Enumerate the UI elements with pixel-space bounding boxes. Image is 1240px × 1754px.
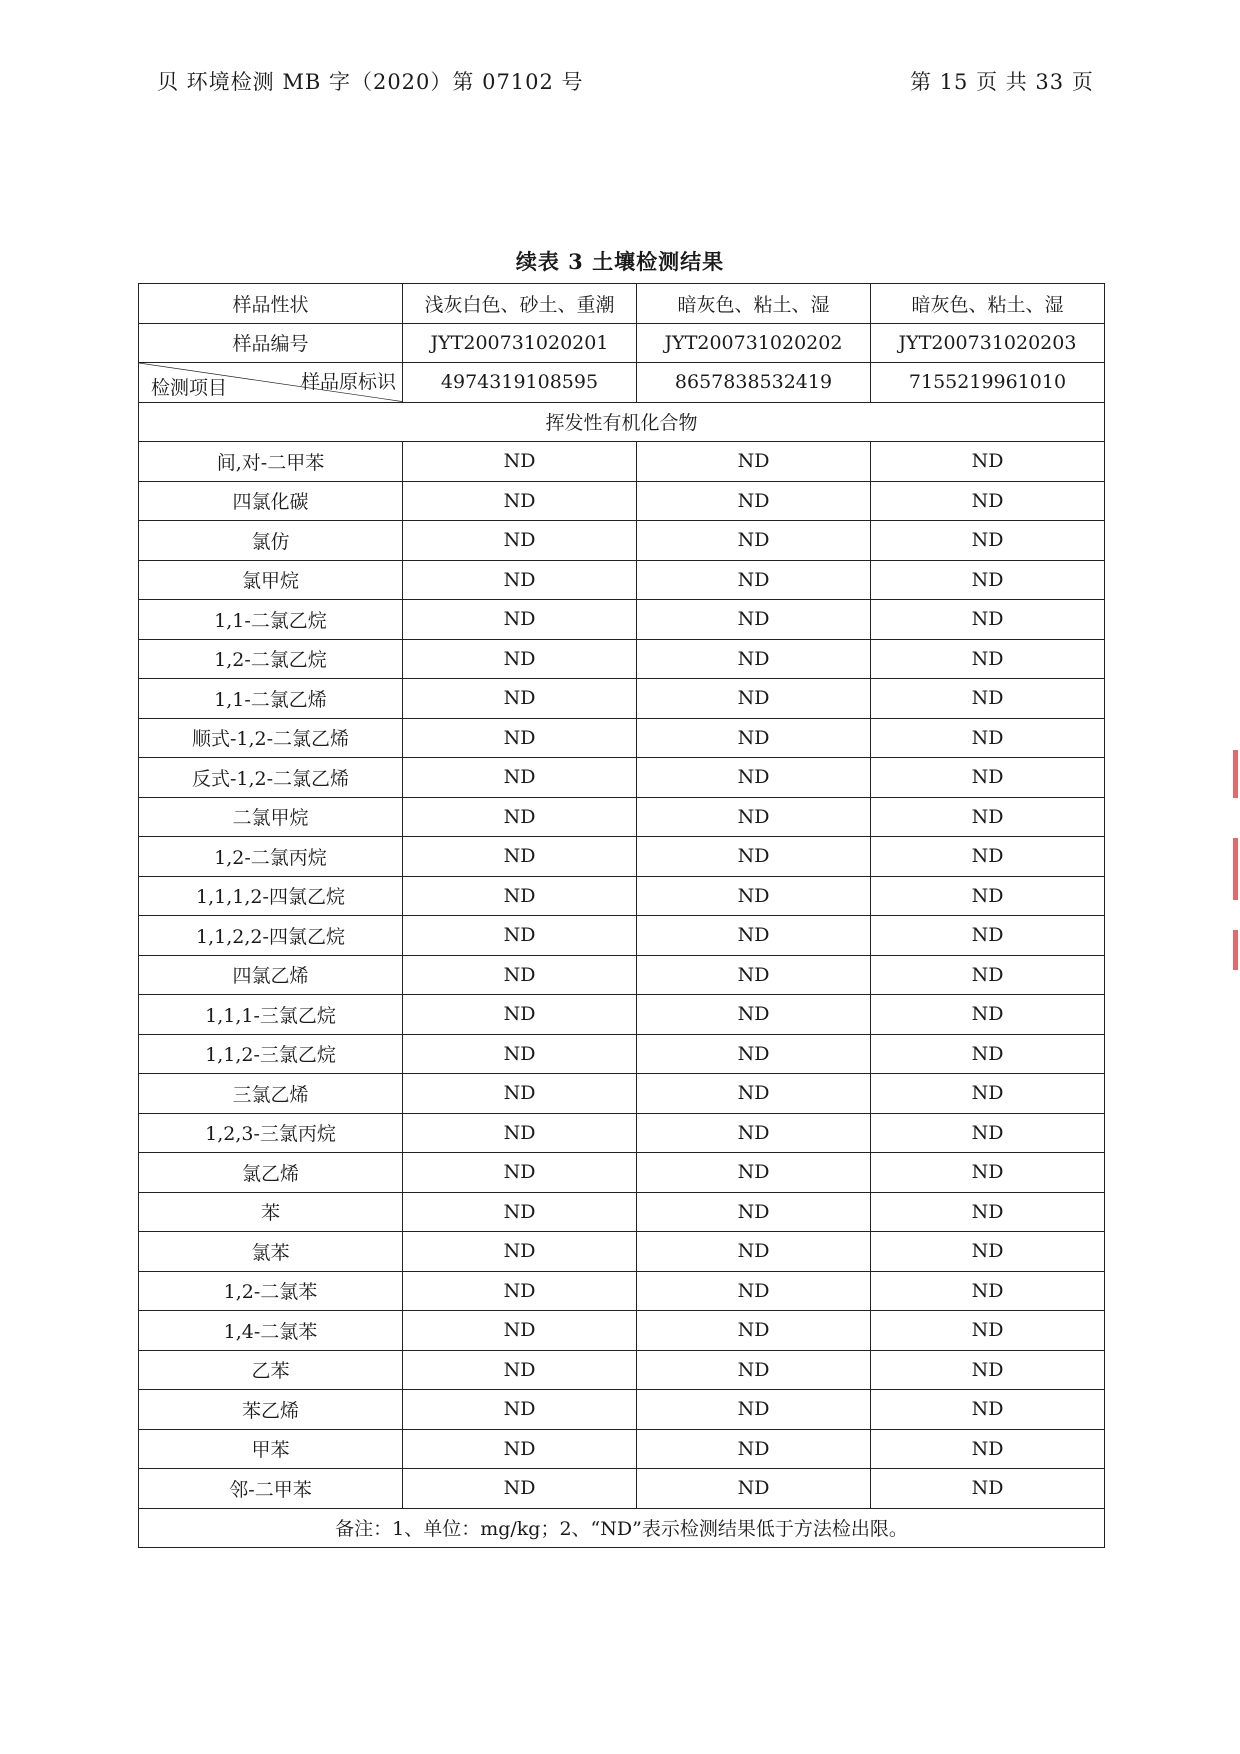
- table-row: [139, 1469, 1105, 1509]
- test-item-name: 邻-二甲苯: [139, 1469, 403, 1509]
- result-value: ND: [871, 797, 1105, 837]
- result-value: ND: [871, 995, 1105, 1035]
- result-value: ND: [871, 1232, 1105, 1272]
- test-item-name: 1,4-二氯苯: [139, 1311, 403, 1351]
- result-value: ND: [637, 718, 871, 758]
- result-value: ND: [637, 1192, 871, 1232]
- result-value: ND: [403, 1429, 637, 1469]
- result-value: ND: [637, 1429, 871, 1469]
- test-item-name: 乙苯: [139, 1350, 403, 1390]
- table-row: [139, 1034, 1105, 1074]
- table-row: [139, 797, 1105, 837]
- table-row: [139, 639, 1105, 679]
- result-value: ND: [637, 1469, 871, 1509]
- result-value: ND: [871, 1034, 1105, 1074]
- result-value: ND: [403, 1311, 637, 1351]
- result-value: ND: [637, 1034, 871, 1074]
- result-value: ND: [637, 1311, 871, 1351]
- result-value: ND: [403, 1271, 637, 1311]
- table-row: [139, 1271, 1105, 1311]
- result-value: ND: [403, 1113, 637, 1153]
- result-value: ND: [637, 1113, 871, 1153]
- table-row: [139, 837, 1105, 877]
- result-value: ND: [871, 481, 1105, 521]
- result-value: ND: [871, 718, 1105, 758]
- result-value: ND: [403, 1153, 637, 1193]
- test-item-name: 1,2-二氯乙烷: [139, 639, 403, 679]
- test-item-name: 1,1,1,2-四氯乙烷: [139, 876, 403, 916]
- table-row: [139, 560, 1105, 600]
- result-value: ND: [403, 916, 637, 956]
- test-item-name: 1,1,1-三氯乙烷: [139, 995, 403, 1035]
- result-value: ND: [871, 1311, 1105, 1351]
- table-note: 备注：1、单位：mg/kg；2、“ND”表示检测结果低于方法检出限。: [139, 1508, 1105, 1548]
- result-value: ND: [871, 1350, 1105, 1390]
- table-row: [139, 1350, 1105, 1390]
- table-row: [139, 1192, 1105, 1232]
- stamp-fragment: [1233, 838, 1238, 900]
- result-value: ND: [403, 955, 637, 995]
- original-id-row: [139, 363, 1105, 403]
- result-value: ND: [637, 876, 871, 916]
- result-value: ND: [637, 1271, 871, 1311]
- report-number: 贝 环境检测 MB 字（2020）第 07102 号: [157, 70, 584, 94]
- result-value: ND: [871, 1153, 1105, 1193]
- result-value: ND: [403, 995, 637, 1035]
- original-id-cell: 4974319108595: [403, 363, 637, 403]
- test-item-name: 顺式-1,2-二氯乙烯: [139, 718, 403, 758]
- test-item-name: 氯乙烯: [139, 1153, 403, 1193]
- result-value: ND: [871, 1390, 1105, 1430]
- result-value: ND: [637, 797, 871, 837]
- sample-number-cell: JYT200731020201: [403, 323, 637, 363]
- result-value: ND: [871, 1074, 1105, 1114]
- test-item-name: 氯苯: [139, 1232, 403, 1272]
- test-item-name: 苯乙烯: [139, 1390, 403, 1430]
- result-value: ND: [871, 442, 1105, 482]
- result-value: ND: [403, 1192, 637, 1232]
- note-row: [139, 1508, 1105, 1548]
- sample-number-cell: JYT200731020202: [637, 323, 871, 363]
- result-value: ND: [871, 1113, 1105, 1153]
- test-item-name: 三氯乙烯: [139, 1074, 403, 1114]
- result-value: ND: [871, 600, 1105, 640]
- test-item-label: 检测项目: [151, 376, 228, 399]
- test-item-name: 四氯乙烯: [139, 955, 403, 995]
- sample-property-row: [139, 284, 1105, 324]
- result-value: ND: [871, 560, 1105, 600]
- result-value: ND: [637, 1153, 871, 1193]
- result-value: ND: [403, 1034, 637, 1074]
- test-item-name: 苯: [139, 1192, 403, 1232]
- result-value: ND: [637, 481, 871, 521]
- result-value: ND: [871, 916, 1105, 956]
- table-title: 续表 3 土壤检测结果: [515, 249, 725, 274]
- result-value: ND: [403, 718, 637, 758]
- table-row: [139, 1113, 1105, 1153]
- table-row: [139, 1390, 1105, 1430]
- soil-results-table: [138, 283, 1105, 1548]
- sample-number-cell: JYT200731020203: [871, 323, 1105, 363]
- test-item-name: 1,1-二氯乙烷: [139, 600, 403, 640]
- result-value: ND: [403, 679, 637, 719]
- test-item-name: 间,对-二甲苯: [139, 442, 403, 482]
- test-item-name: 四氯化碳: [139, 481, 403, 521]
- result-value: ND: [637, 679, 871, 719]
- table-row: [139, 1153, 1105, 1193]
- table-row: [139, 679, 1105, 719]
- result-value: ND: [871, 1429, 1105, 1469]
- sample-property-cell: 浅灰白色、砂土、重潮: [403, 284, 637, 324]
- result-value: ND: [403, 1390, 637, 1430]
- result-value: ND: [637, 442, 871, 482]
- test-item-name: 1,2,3-三氯丙烷: [139, 1113, 403, 1153]
- original-id-label: 样品原标识: [300, 371, 396, 393]
- result-value: ND: [403, 481, 637, 521]
- original-id-cell: 7155219961010: [871, 363, 1105, 403]
- result-value: ND: [637, 1232, 871, 1272]
- result-value: ND: [637, 1074, 871, 1114]
- test-item-name: 氯仿: [139, 521, 403, 561]
- table-row: [139, 521, 1105, 561]
- table-row: [139, 916, 1105, 956]
- table-row: [139, 876, 1105, 916]
- test-item-name: 二氯甲烷: [139, 797, 403, 837]
- table-row: [139, 1074, 1105, 1114]
- result-value: ND: [403, 797, 637, 837]
- page-indicator: 第 15 页 共 33 页: [910, 70, 1094, 94]
- original-id-cell: 8657838532419: [637, 363, 871, 403]
- table-row: [139, 481, 1105, 521]
- table-row: [139, 718, 1105, 758]
- result-value: ND: [871, 876, 1105, 916]
- diagonal-header-cell: [139, 363, 403, 403]
- table-row: [139, 600, 1105, 640]
- result-value: ND: [637, 837, 871, 877]
- result-value: ND: [637, 995, 871, 1035]
- table-row: [139, 995, 1105, 1035]
- section-title: 挥发性有机化合物: [139, 402, 1105, 442]
- result-value: ND: [871, 521, 1105, 561]
- result-value: ND: [871, 758, 1105, 798]
- result-value: ND: [637, 1350, 871, 1390]
- result-value: ND: [403, 442, 637, 482]
- table-row: [139, 1232, 1105, 1272]
- result-value: ND: [871, 679, 1105, 719]
- result-value: ND: [403, 1350, 637, 1390]
- result-value: ND: [871, 955, 1105, 995]
- table-row: [139, 1311, 1105, 1351]
- test-item-name: 1,1,2-三氯乙烷: [139, 1034, 403, 1074]
- result-value: ND: [403, 758, 637, 798]
- result-value: ND: [403, 876, 637, 916]
- result-value: ND: [637, 560, 871, 600]
- test-item-name: 1,2-二氯丙烷: [139, 837, 403, 877]
- result-value: ND: [637, 639, 871, 679]
- result-value: ND: [403, 1074, 637, 1114]
- test-item-name: 甲苯: [139, 1429, 403, 1469]
- result-value: ND: [403, 837, 637, 877]
- sample-property-label: 样品性状: [139, 284, 403, 324]
- test-item-name: 氯甲烷: [139, 560, 403, 600]
- table-row: [139, 758, 1105, 798]
- stamp-fragment: [1233, 750, 1238, 798]
- result-value: ND: [637, 916, 871, 956]
- test-item-name: 1,1,2,2-四氯乙烷: [139, 916, 403, 956]
- result-value: ND: [403, 600, 637, 640]
- result-value: ND: [637, 600, 871, 640]
- stamp-fragment: [1233, 930, 1238, 970]
- test-item-name: 反式-1,2-二氯乙烯: [139, 758, 403, 798]
- sample-number-label: 样品编号: [139, 323, 403, 363]
- result-value: ND: [871, 1192, 1105, 1232]
- sample-number-row: [139, 323, 1105, 363]
- table-row: [139, 442, 1105, 482]
- result-value: ND: [403, 560, 637, 600]
- result-value: ND: [637, 521, 871, 561]
- result-value: ND: [637, 955, 871, 995]
- result-value: ND: [871, 1271, 1105, 1311]
- result-value: ND: [403, 639, 637, 679]
- result-value: ND: [871, 837, 1105, 877]
- result-value: ND: [637, 1390, 871, 1430]
- result-value: ND: [403, 1232, 637, 1272]
- section-row: [139, 402, 1105, 442]
- table-row: [139, 1429, 1105, 1469]
- result-value: ND: [637, 758, 871, 798]
- result-value: ND: [403, 521, 637, 561]
- test-item-name: 1,2-二氯苯: [139, 1271, 403, 1311]
- test-item-name: 1,1-二氯乙烯: [139, 679, 403, 719]
- result-value: ND: [403, 1469, 637, 1509]
- sample-property-cell: 暗灰色、粘土、湿: [871, 284, 1105, 324]
- result-value: ND: [871, 1469, 1105, 1509]
- sample-property-cell: 暗灰色、粘土、湿: [637, 284, 871, 324]
- result-value: ND: [871, 639, 1105, 679]
- table-row: [139, 955, 1105, 995]
